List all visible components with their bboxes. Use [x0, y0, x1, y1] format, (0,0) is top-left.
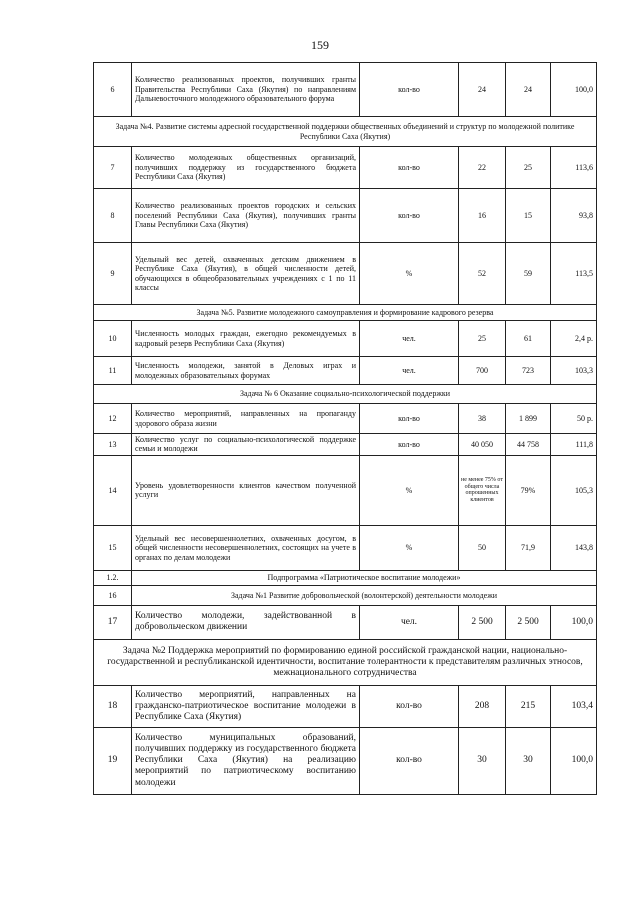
row-number: 1.2. — [94, 570, 132, 585]
section-header-row — [94, 570, 597, 585]
row-number: 15 — [94, 525, 132, 570]
plan-value: 2 500 — [459, 605, 506, 639]
task-title: Задача № 6 Оказание социально-психологической поддержки — [94, 385, 597, 404]
section-title: Задача №1 Развитие добровольческой (волонтерской) деятельности молодежи — [132, 585, 597, 605]
unit-cell: чел. — [360, 357, 459, 385]
plan-value: 50 — [459, 525, 506, 570]
task-header-row — [94, 117, 597, 147]
percent-value: 100,0 — [551, 605, 597, 639]
section-title: Подпрограмма «Патриотическое воспитание молодежи» — [132, 570, 597, 585]
unit-cell: кол-во — [360, 189, 459, 243]
table-row — [94, 404, 597, 434]
table-row — [94, 685, 597, 727]
row-number: 6 — [94, 63, 132, 117]
task-header-row — [94, 639, 597, 685]
indicator-name: Количество реализованных проектов городских и сельских поселений Республики Саха (Якутия), получивших гранты Главы Республики Саха (Якутия) — [132, 189, 360, 243]
table-row — [94, 357, 597, 385]
task-header-row — [94, 305, 597, 321]
fact-value: 723 — [506, 357, 551, 385]
indicator-name: Уровень удовлетворенности клиентов качеством полученной услуги — [132, 455, 360, 525]
fact-value: 24 — [506, 63, 551, 117]
row-number: 14 — [94, 455, 132, 525]
table-row — [94, 525, 597, 570]
row-number: 16 — [94, 585, 132, 605]
indicator-name: Численность молодежи, занятой в Деловых играх и молодежных образовательных форумах — [132, 357, 360, 385]
unit-cell: кол-во — [360, 404, 459, 434]
row-number: 9 — [94, 243, 132, 305]
row-number: 12 — [94, 404, 132, 434]
plan-value: 25 — [459, 321, 506, 357]
task-title: Задача №2 Поддержка мероприятий по формированию единой российской гражданской нации, национально-государственной и республиканской идентичности, воспитание толерантности к представителям различных этносов, межнационального сотрудничества — [94, 639, 597, 685]
indicator-name: Количество муниципальных образований, получивших поддержку из государственного бюджета Республики Саха (Якутия) на реализацию мероприятий по патриотическому воспитанию молодежи — [132, 727, 360, 794]
row-number: 13 — [94, 434, 132, 456]
table-body — [94, 63, 597, 795]
fact-value: 61 — [506, 321, 551, 357]
unit-cell: кол-во — [360, 685, 459, 727]
row-number: 18 — [94, 685, 132, 727]
plan-value: 16 — [459, 189, 506, 243]
row-number: 10 — [94, 321, 132, 357]
page-number: 159 — [311, 38, 329, 52]
unit-cell: % — [360, 525, 459, 570]
percent-value: 50 р. — [551, 404, 597, 434]
fact-value: 15 — [506, 189, 551, 243]
unit-cell: кол-во — [360, 63, 459, 117]
table-row — [94, 243, 597, 305]
indicator-name: Удельный вес детей, охваченных детским движением в Республике Саха (Якутия), в общей численности детей, обучающихся в общеобразовательных учреждениях с 1 по 11 классы — [132, 243, 360, 305]
plan-value: 38 — [459, 404, 506, 434]
plan-value: не менее 75% от общего числа опрошенных клиентов — [459, 455, 506, 525]
percent-value: 103,4 — [551, 685, 597, 727]
indicators-table — [93, 62, 597, 795]
percent-value: 105,3 — [551, 455, 597, 525]
unit-cell: % — [360, 243, 459, 305]
plan-value: 700 — [459, 357, 506, 385]
fact-value: 71,9 — [506, 525, 551, 570]
task-header-row — [94, 385, 597, 404]
indicator-name: Численность молодых граждан, ежегодно рекомендуемых в кадровый резерв Республики Саха (Якутия) — [132, 321, 360, 357]
section-header-row — [94, 585, 597, 605]
task-title: Задача №4. Развитие системы адресной государственной поддержки общественных объединений и структур по молодежной политике Республики Саха (Якутия) — [94, 117, 597, 147]
row-number: 11 — [94, 357, 132, 385]
fact-value: 79% — [506, 455, 551, 525]
fact-value: 1 899 — [506, 404, 551, 434]
plan-value: 52 — [459, 243, 506, 305]
unit-cell: чел. — [360, 321, 459, 357]
table-row — [94, 455, 597, 525]
table-row — [94, 63, 597, 117]
indicator-name: Количество молодежи, задействованной в добровольческом движении — [132, 605, 360, 639]
fact-value: 215 — [506, 685, 551, 727]
table-row — [94, 147, 597, 189]
unit-cell: кол-во — [360, 727, 459, 794]
fact-value: 2 500 — [506, 605, 551, 639]
row-number: 7 — [94, 147, 132, 189]
row-number: 17 — [94, 605, 132, 639]
percent-value: 143,8 — [551, 525, 597, 570]
percent-value: 2,4 р. — [551, 321, 597, 357]
table-row — [94, 434, 597, 456]
plan-value: 30 — [459, 727, 506, 794]
indicator-name: Количество мероприятий, направленных на гражданско-патриотическое воспитание молодежи в Республике Саха (Якутия) — [132, 685, 360, 727]
indicator-name: Количество услуг по социально-психологической поддержке семьи и молодежи — [132, 434, 360, 456]
indicator-name: Количество молодежных общественных организаций, получивших поддержку из государственного бюджета Республики Саха (Якутия) — [132, 147, 360, 189]
percent-value: 100,0 — [551, 63, 597, 117]
unit-cell: кол-во — [360, 434, 459, 456]
table-row — [94, 605, 597, 639]
fact-value: 59 — [506, 243, 551, 305]
plan-value: 22 — [459, 147, 506, 189]
unit-cell: кол-во — [360, 147, 459, 189]
row-number: 19 — [94, 727, 132, 794]
percent-value: 111,8 — [551, 434, 597, 456]
unit-cell: чел. — [360, 605, 459, 639]
fact-value: 44 758 — [506, 434, 551, 456]
plan-value: 40 050 — [459, 434, 506, 456]
row-number: 8 — [94, 189, 132, 243]
percent-value: 103,3 — [551, 357, 597, 385]
table-row — [94, 189, 597, 243]
indicator-name: Количество мероприятий, направленных на пропаганду здорового образа жизни — [132, 404, 360, 434]
plan-value: 208 — [459, 685, 506, 727]
unit-cell: % — [360, 455, 459, 525]
percent-value: 113,6 — [551, 147, 597, 189]
fact-value: 30 — [506, 727, 551, 794]
fact-value: 25 — [506, 147, 551, 189]
percent-value: 113,5 — [551, 243, 597, 305]
table-row — [94, 727, 597, 794]
percent-value: 100,0 — [551, 727, 597, 794]
table-row — [94, 321, 597, 357]
percent-value: 93,8 — [551, 189, 597, 243]
task-title: Задача №5. Развитие молодежного самоуправления и формирование кадрового резерва — [94, 305, 597, 321]
plan-value: 24 — [459, 63, 506, 117]
indicator-name: Удельный вес несовершеннолетних, охваченных досугом, в общей численности несовершеннолетних, состоящих на учете в органах по делам молодежи — [132, 525, 360, 570]
indicator-name: Количество реализованных проектов, получивших гранты Правительства Республики Саха (Якутия) по направлениям Дальневосточного молодежного образовательного форума — [132, 63, 360, 117]
